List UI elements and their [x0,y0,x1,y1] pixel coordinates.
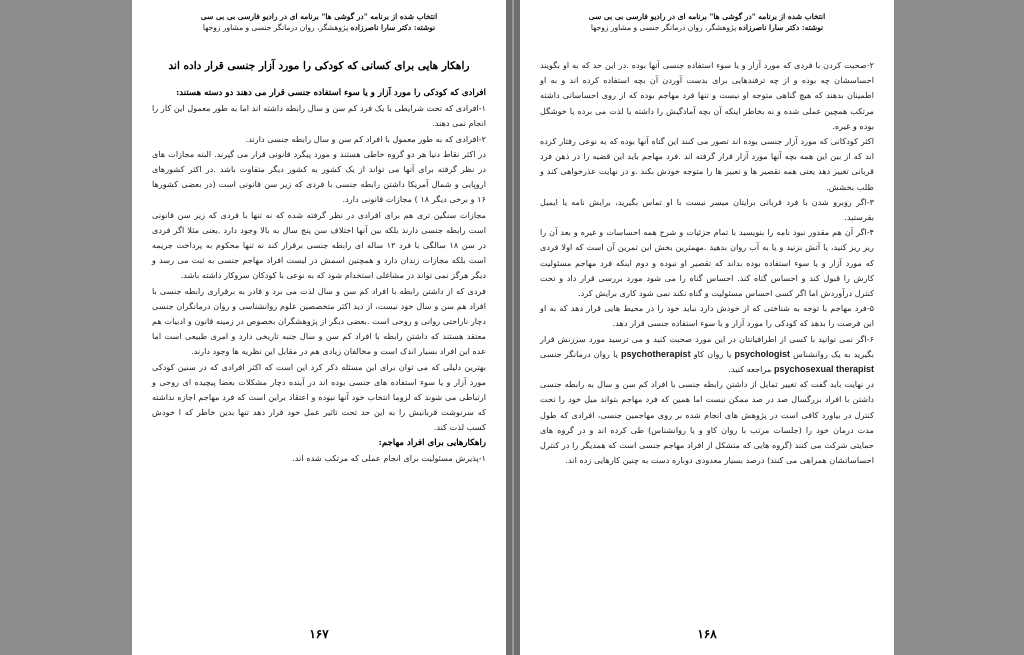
term-psychotherapist: psychotherapist [621,348,691,359]
term-psychosexual-therapist: psychosexual therapist [773,364,874,375]
right-page-header [550,12,864,33]
header-author-role: پژوهشگر، روان درمانگر جنسی و مشاور زوجها [202,22,351,32]
right-page-body [540,58,874,468]
article-title: راهکار هایی برای کسانی که کودکی را مورد آزار جنسی قرار داده اند [168,60,470,72]
header-author-line [162,23,476,34]
paragraph: بهترین دلیلی که می توان برای این مسئله ذکر کرد این است که اکثر افرادی که در سنین کودکی مورد آزار و یا سوء استفاده های جنسی بوده اند در آینده دچار مشکلات بعضا پیچیده ای روحی و ارتباطی می شوند که لزوما انتخاب خود آنها نبوده و اعتقاد براین است که فرد مهاجم اجازه نداشته که سرنوشت قربانیش را به این حد تحت تاثیر عمل خود قرار دهد تنها بدین خاطر که ا خودش کسب لذت کند. [152,361,486,433]
paragraph-text: یا روان درمانگر جنسی [540,348,622,359]
right-page [520,0,894,655]
paragraph: ۵-فرد مهاجم با توجه به شناختی که از خودش دارد نباید خود را در محیط هایی قرار دهد که به او این فرصت را بدهد که کودکی را مورد آزار و یا سوء استفاده جنسی قرار دهد. [540,303,874,329]
book-gutter [506,0,520,655]
section-heading: راهکارهایی برای افراد مهاجم: [378,437,486,448]
paragraph: ۳-اگر روبرو شدن با فرد قربانی برایتان میسر نیست با او تماس بگیرید، برایش نامه یا ایمیل بفرستید. [540,196,874,223]
header-author-name: نوشته: دکتر سارا ناصرزاده [350,22,436,32]
page-number: ۱۶۸ [697,627,717,641]
header-author-role: پژوهشگر، روان درمانگر جنسی و مشاور زوجها [590,22,739,32]
paragraph: ۴-اگر آن هم مقدور نبود نامه را بنویسید با تمام جزئیات و شرح همه احساسات و غیره و بعد آن را ریز ریز کنید، یا آتش بزنید و یا به آب روان بدهید .مهمترین بخش این تمرین آن است که اولا فردی که مورد آزار و یا سوء استفاده بوده بداند که تقصیر او نبوده و دوم اینکه فرد مهاجم مسئولیت کارش را قبول کند و احساس گناه کند. احساس گناه را می شود مورد بررسی قرار داد و تحت کنترل درآوردش اما اگر کسی احساس مسئولیت و گناه نکند نمی شود کاری برایش کرد. [540,227,874,299]
header-author-line [550,23,864,34]
paragraph: فردی که از داشتن رابطه با افراد کم سن و سال لذت می برد و قادر به برقراری رابطه جنسی با افراد هم سن و سال خود نیست، از دید اکثر متخصصین علوم روانشناسی و روان درمانگران جنسی دچار ناراحتی روانی و روحی است .بعضی دیگر از پژوهشگران بخصوص در زمینه قانون و ادبیات هم معتقد هستند که داشتن رابطه با افراد کم سن و سال جنبه تاریخی دارد و امری طبیعی است اما عده این افراد بسیار اندک است و مخالفان زیادی هم در مقابل این نظریه ها وجود دارند. [152,285,486,357]
paragraph: ۱-پذیرش مسئولیت برای انجام عملی که مرتکب شده اند. [292,452,486,463]
header-program-line: انتخاب شده از برنامه "در گوشی ها" برنامه ای در رادیو فارسی بی بی سی [588,12,826,21]
left-page [132,0,506,655]
paragraph: ۲-صحبت کردن با فردی که مورد آزار و یا سوء استفاده جنسی آنها بوده .در این حد که به او بگویند احساسشان چه بوده و از چه ترفندهایی برای بدست آوردن آن بچه استفاده کرده اند و به او اطمینان بدهند که هیچ گناهی متوجه او نیست و تنها فرد مهاجم بوده که از روی احساساتی داشته مرتکب همچین عملی شده و نه بخاطر اینکه آن بچه آمادگیش را داشته یا لذت می برده یا خوشگل بوده و غیره. [540,60,874,131]
header-author-name: نوشته: دکتر سارا ناصرزاده [738,22,824,32]
header-program-line: انتخاب شده از برنامه "در گوشی ها" برنامه ای در رادیو فارسی بی بی سی [200,12,438,21]
paragraph-text: مراجعه کنید. [728,364,774,375]
paragraph: اکثر کودکانی که مورد آزار جنسی بوده اند تصور می کنند این گناه آنها بوده که به نوعی رفتار کرده اند که از بین این همه بچه آنها مورد آزار قرار گرفته اند .فرد مهاجم باید این قضیه را در ذهن فرد قربانی تغییر دهد یعنی همه تقصیر ها و تعبیر ها را متوجه خودش بکند .و در نهایت عذرخواهی کند و طلب بخشش. [540,136,874,192]
paragraph: در اکثر نقاط دنیا هر دو گروه خاطی هستند و مورد پیگرد قانونی قرار می گیرند. البته مجازات های در نظر گرفته برای آنها می تواند از یک کشور به کشور دیگر متفاوت باشد .در اکثر کشورهای اروپایی و شمال آمریکا داشتن رابطه جنسی با فردی که زیر سن قانونی است (در بعضی کشورها ۱۶ و برخی دیگر ۱۸ ) مجازات قانونی دارد. [152,148,486,205]
left-page-body [152,86,486,466]
paragraph [540,332,874,378]
paragraph-text: ۶-اگر نمی توانید با کسی از اطرافیانتان در این مورد صحبت کنید و می ترسید مورد سرزنش قرار بگیرید به یک روانشناس [540,333,875,359]
left-page-header [162,12,476,33]
term-psychologist: psychologist [734,348,791,359]
paragraph: ۲-افرادی که به طور معمول با افراد کم سن و سال رابطه جنسی دارند. [245,133,486,144]
page-number: ۱۶۷ [309,627,329,641]
paragraph-text: یا روان کاو [690,348,735,359]
section-heading: افرادی که کودکی را مورد آزار و یا سوء استفاده جنسی قرار می دهند دو دسته هستند: [176,88,486,98]
paragraph: مجازات سنگین تری هم برای افرادی در نظر گرفته شده که نه تنها با فردی که زیر سن قانونی است رابطه جنسی دارند بلکه بین آنها اختلاف سن پنج سال به بالا وجود دارد .یعنی مثلا اگر فردی در سن ۱۸ سالگی با فرد ۱۲ ساله ای رابطه جنسی برقرار کند نه تنها محکوم به پرداخت جریمه است بلکه مجازات زندان دارد و همچنین اسمش در لیست افراد مهاجم جنسی به ثبت می رسد و دیگر هرگز نمی تواند در مشاغلی استخدام شود که به نوعی با کودکان سروکار داشته باشد. [152,209,486,281]
paragraph: در نهایت باید گفت که تغییر تمایل از داشتن رابطه جنسی با افراد کم سن و سال به رابطه جنسی داشتن با افراد بزرگسال صد در صد ممکن نیست اما همین که فرد مهاجم بتواند میل خود را تحت کنترل در بیاورد کافی است در پژوهش های انجام شده بر روی مهاجمین جنسی، افرادی که طول مدت درمان خود را (جلسات مرتب با روان کاو و یا روانشناس) طی کرده اند و در گروه های حمایتی شرکت می کنند (گروه هایی که متشکل از افراد مهاجم جنسی است که همدیگر را در کنترل احساساتشان همراهی می کنند) درصد بسیار معدودی دوباره دست به چنین کارهایی زده اند. [540,379,874,466]
paragraph: ۱-افرادی که تحت شرایطی با یک فرد کم سن و سال رابطه داشته اند اما به طور معمول این کار را انجام نمی دهند. [152,103,486,129]
